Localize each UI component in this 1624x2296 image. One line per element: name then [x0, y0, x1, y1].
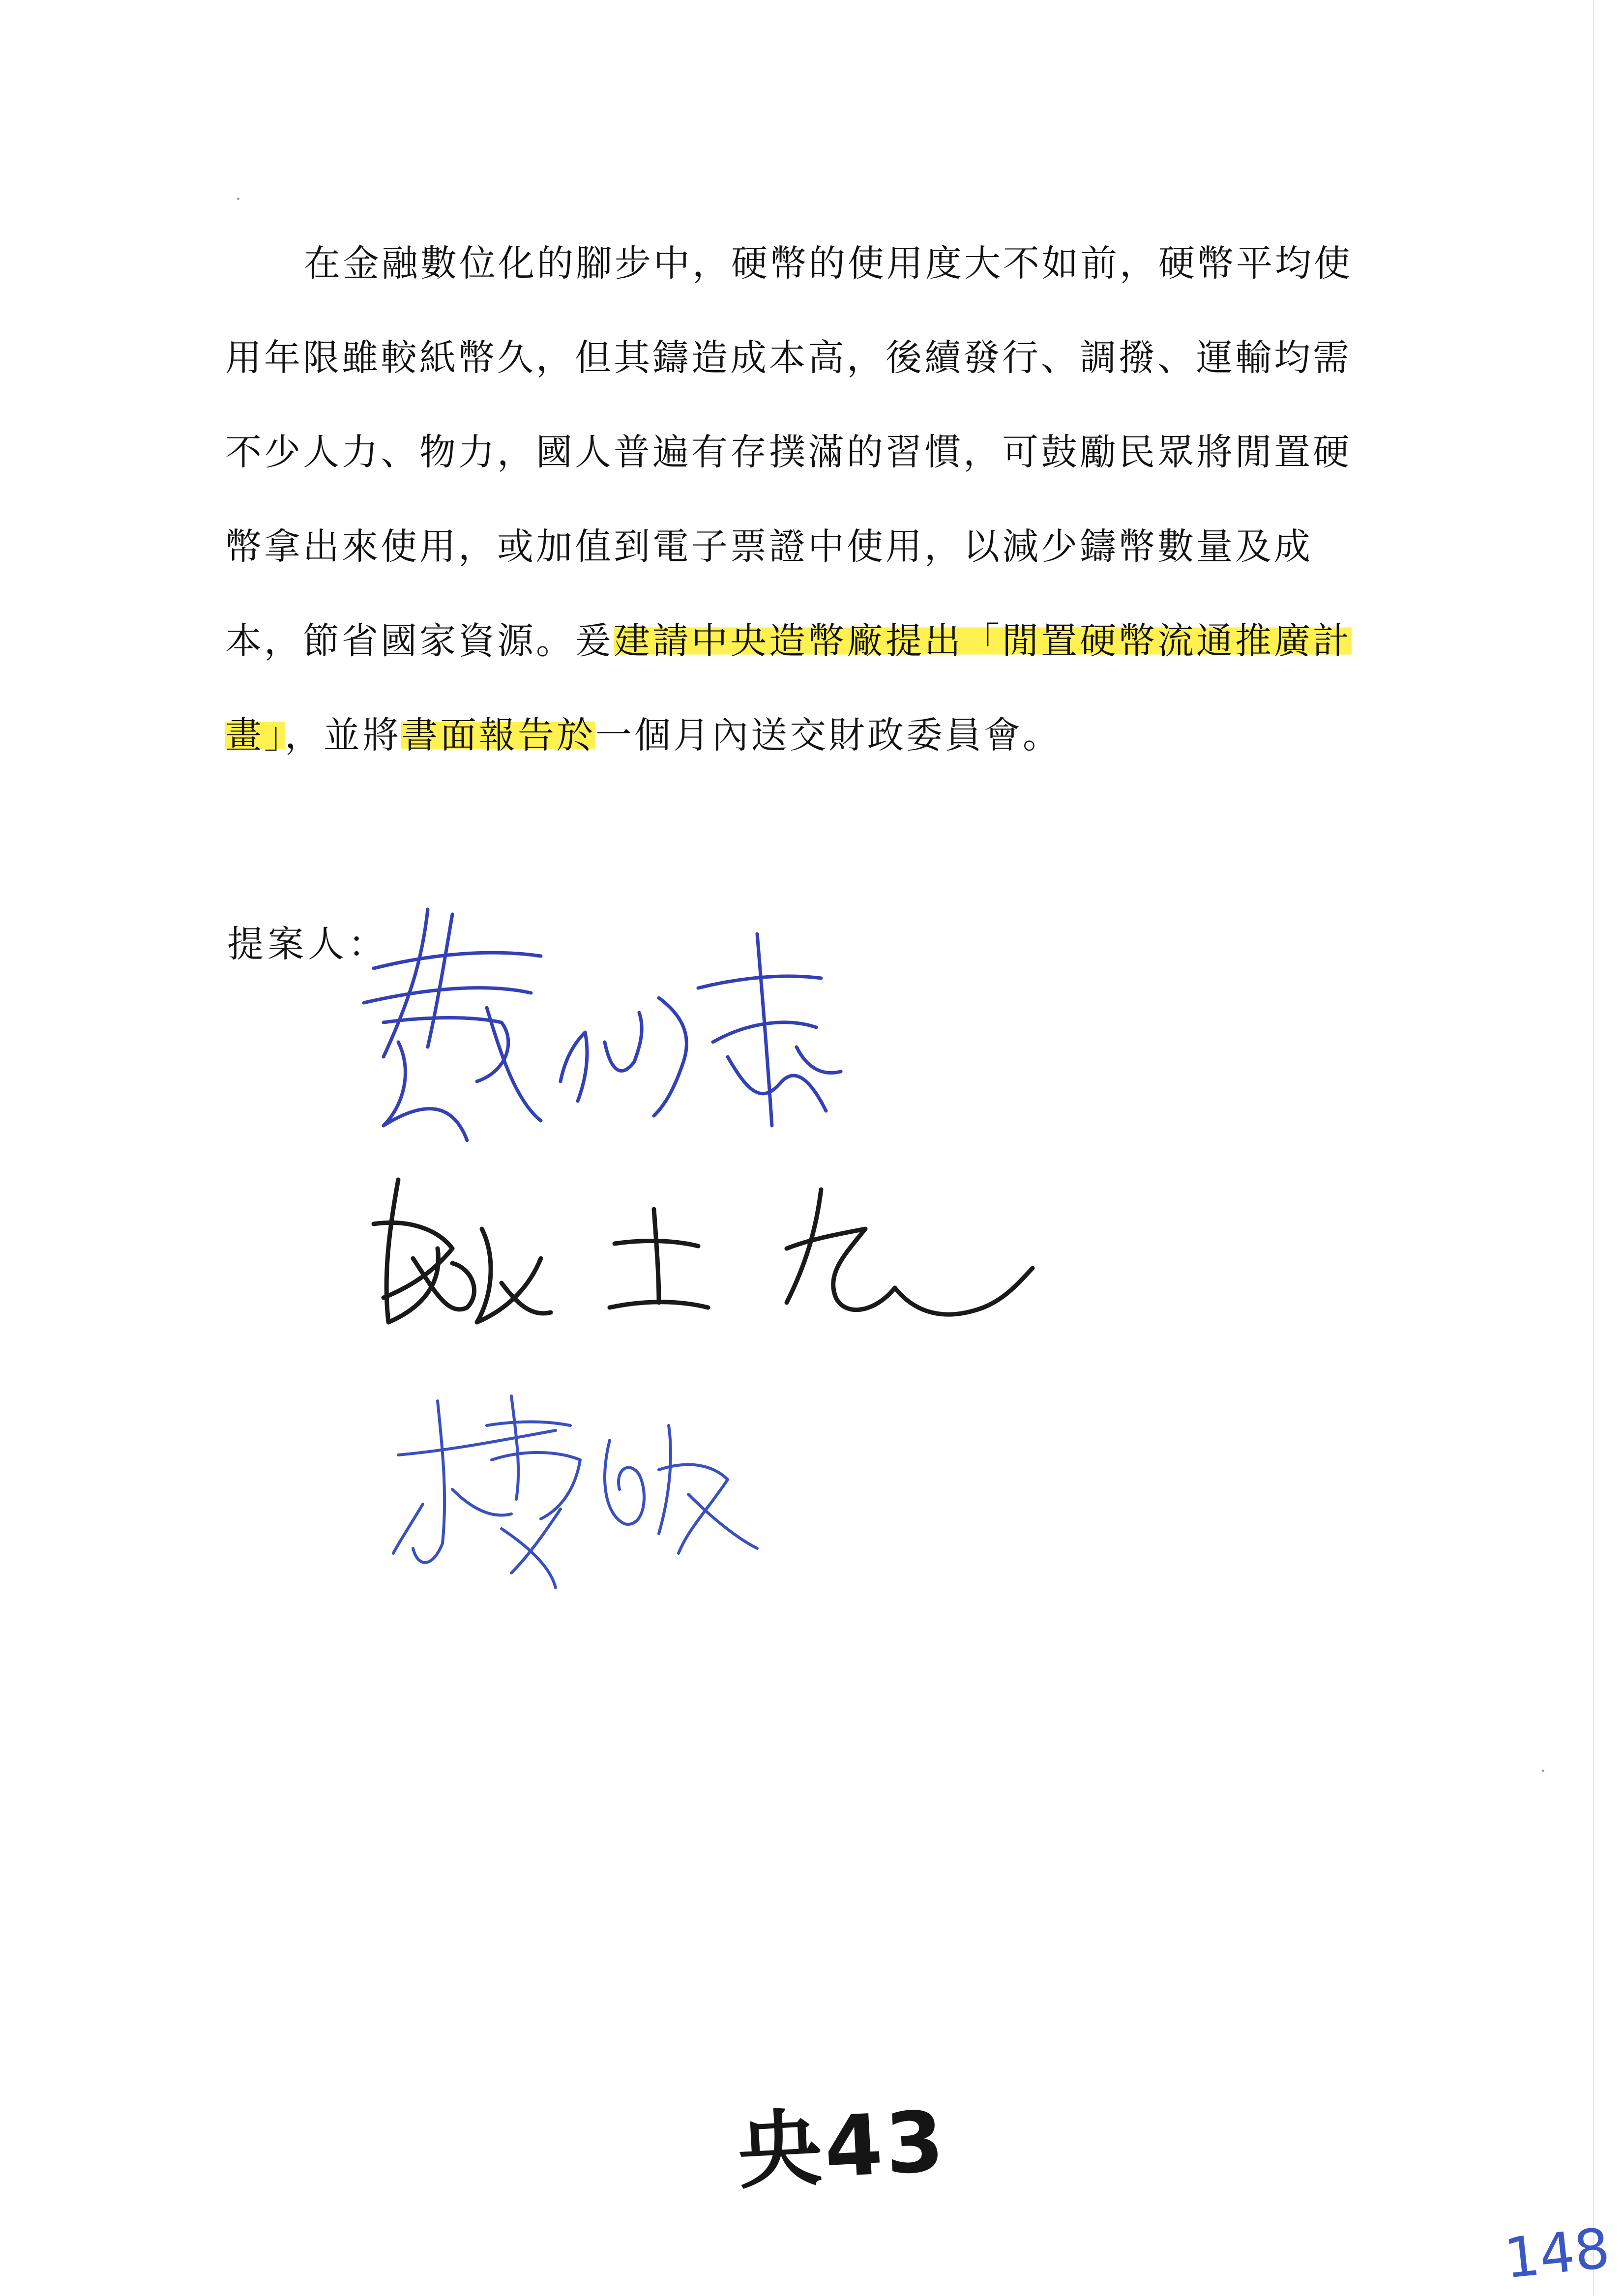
handwritten-code: 央43 — [735, 2093, 949, 2201]
proposer-label: 提案人： — [227, 923, 388, 965]
paragraph-line-3: 不少人力、物力，國人普遍有存撲滿的習慣，可鼓勵民眾將閒置硬 — [225, 431, 1352, 473]
scan-edge — [1593, 0, 1594, 2296]
paragraph-line-2: 用年限雖較紙幣久，但其鑄造成本高，後續發行、調撥、運輸均需 — [225, 337, 1352, 379]
page-number: 148 — [1501, 2216, 1613, 2291]
highlighted-report: 書面報告於 — [401, 714, 595, 756]
highlighted-plan-end: 畫」 — [225, 714, 285, 756]
line6-text-a: ，並將 — [285, 714, 401, 756]
proposal-paragraph — [225, 216, 1400, 783]
signature-1 — [354, 895, 895, 1170]
paragraph-line-4: 幣拿出來使用，或加值到電子票證中使用，以減少鑄幣數量及成 — [225, 525, 1313, 568]
highlighted-request: 建請中央造幣廠提出「閒置硬幣流通推廣計 — [614, 620, 1352, 662]
signature-2 — [354, 1160, 1042, 1386]
paragraph-line-5 — [225, 594, 1400, 688]
paragraph-line-6 — [225, 688, 1400, 783]
line6-text-b: 一個月內送交財政委員會。 — [595, 714, 1062, 756]
scan-speck — [1542, 1770, 1544, 1772]
paragraph-line-1: 在金融數位化的腳步中，硬幣的使用度大不如前，硬幣平均使 — [304, 242, 1353, 285]
scan-speck — [237, 198, 239, 200]
line5-text: 本，節省國家資源。爰 — [225, 620, 614, 662]
signature-3 — [393, 1381, 836, 1588]
